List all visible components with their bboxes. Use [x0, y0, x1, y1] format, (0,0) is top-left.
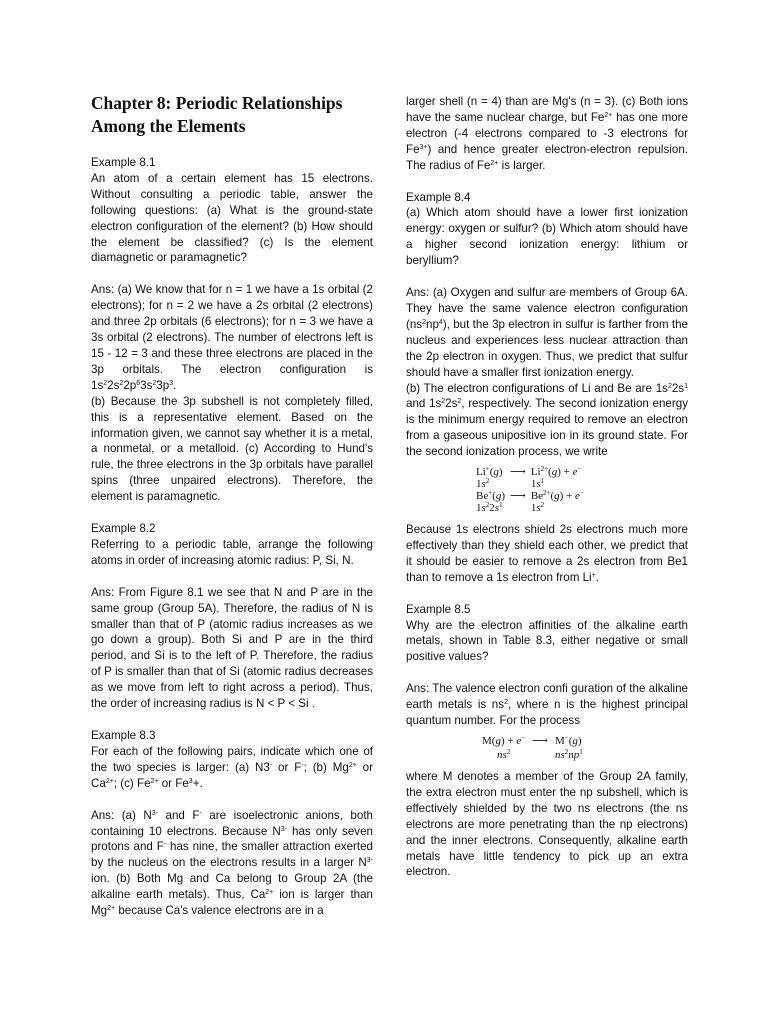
right-column: [406, 94, 688, 880]
example-8-2-answer: Ans: From Figure 8.1 we see that N and P are in the same group (Group 5A). Therefore, the radius of N is smaller than that of P (atomic radius increases as we go down a group). Both Si and P are in the third period, and Si is to the left of P. Therefore, the radius of P is smaller than that of Si (atomic radius decreases as we move from left to right across a period). Thus, the order of increasing radius is N < P < Si .: [91, 585, 373, 711]
example-8-3-answer-continued: larger shell (n = 4) than are Mg's (n = 3). (c) Both ions have the same nuclear charge, but $Fe^{2+}$ has one more electron (-4 electrons compared to -3 electrons for $Fe^{3+}$) and hence greater electron-electron repulsion. The radius of $Fe^{2+}$ is larger.: [406, 95, 688, 172]
example-8-1-question: An atom of a certain element has 15 electrons. Without consulting a periodic table, answer the following questions: (a) What is the ground-state electron configuration of the element? (b) How should the element be classified? (c) Is the element diamagnetic or paramagnetic?: [91, 171, 373, 265]
example-8-4-answer-a: Ans: (a) Oxygen and sulfur are members of Group 6A. They have the same valence electron configuration $(ns^2np^4)$, but the 3p electron in sulfur is farther from the nucleus and experiences less nuclear attraction than the 2p electron in oxygen. Thus, we predict that sulfur should have a smaller first ionization energy.: [406, 286, 688, 379]
example-8-1-answer-a: Ans: (a) We know that for n = 1 we have a 1s orbital (2 electrons); for n = 2 we have a 2s orbital (2 electrons) and three 2p orbitals (6 electrons); for n = 3 we have a 3s orbital (2 electrons). The number of electrons left is 15 - 12 = 3 and these three electrons are placed in the 3p orbitals. The electron configuration is $1s^22s^22p^63s^23p^3$.: [91, 283, 373, 392]
example-8-3-question: For each of the following pairs, indicate which one of the two species is larger: (a) N3- or F-; (b) $Mg^{2+}$ or $Ca^{2+}$; (c) $Fe^{2+}$ or $Fe^3+$.: [91, 744, 373, 790]
example-8-2-question: Referring to a periodic table, arrange the following atoms in order of increasing atomic radius: P, Si, N.: [91, 537, 373, 567]
ionization-equations: Li+(g) ⟶ $Li^{2+}(g) + e^-$ $1s^2$ $1s^1$ Be+(g) ⟶ $Be^{2+}(g) + e^-$ $1s^22s^1$ $1s^2$: [476, 465, 584, 515]
example-8-2-label: Example 8.2: [91, 522, 156, 536]
example-8-4-label: Example 8.4: [406, 190, 471, 204]
example-8-5-question: Why are the electron affinities of the alkaline earth metals, shown in Table 8.3, either negative or small positive values?: [406, 618, 688, 664]
example-8-5-label: Example 8.5: [406, 602, 471, 616]
example-8-4-conclusion: Because 1s electrons shield 2s electrons much more effectively than they shield each other, we predict that it should be easier to remove a 2s electron from Be1 than to remove a 1s electron from Li+.: [406, 523, 688, 584]
example-8-4-question: (a) Which atom should have a lower first ionization energy: oxygen or sulfur? (b) Which atom should have a higher second ionization energy: lithium or beryllium?: [406, 206, 688, 268]
chapter-title: Chapter 8: Periodic Relationships Among the Elements: [91, 93, 343, 136]
example-8-4-answer-b: (b) The electron configurations of Li and Be are $1s^22s^1$ and $1s^22s^2$, respectively. The second ionization energy is the minimum energy required to remove an electron from a gaseous unipositive ion in its ground state. For the second ionization process, we write: [406, 381, 688, 459]
example-8-1-answer-b: (b) Because the 3p subshell is not completely filled, this is a representative element. Based on the information given, we cannot say whether it is a metal, a nonmetal, or a metalloid. (c) According to Hund's rule, the three electrons in the 3p orbitals have parallel spins (three unpaired electrons). Therefore, the element is paramagnetic.: [91, 394, 373, 504]
left-column: [91, 92, 373, 919]
example-8-5-conclusion: where M denotes a member of the Group 2A family, the extra electron must enter the np subshell, which is effectively shielded by the two ns electrons (the ns electrons are more penetrating than the np electrons) and the inner electrons. Consequently, alkaline earth metals have little tendency to pick up an extra electron.: [406, 770, 688, 879]
example-8-3-label: Example 8.3: [91, 729, 156, 742]
example-8-1-label: Example 8.1: [91, 156, 156, 169]
example-8-5-answer: Ans: The valence electron confi guration of the alkaline earth metals is $ns^2$, where n is the highest principal quantum number. For the process: [406, 682, 688, 728]
example-8-3-answer: Ans: (a) $N^{3-}$ and F- are isoelectronic anions, both containing 10 electrons. Because $N^{3-}$ has only seven protons and F- has nine, the smaller attraction exerted by the nucleus on the electrons results in a larger $N^{3-}$ ion. (b) Both Mg and Ca belong to Group 2A (the alkaline earth metals). Thus, $Ca^{2+}$ ion is larger than $Mg^{2+}$ because Ca's valence electrons are in a: [91, 808, 374, 918]
electron-affinity-equation: M(g) + e− ⟶ M−(g) $ns^2$ $ns^2np^1$: [482, 734, 583, 761]
